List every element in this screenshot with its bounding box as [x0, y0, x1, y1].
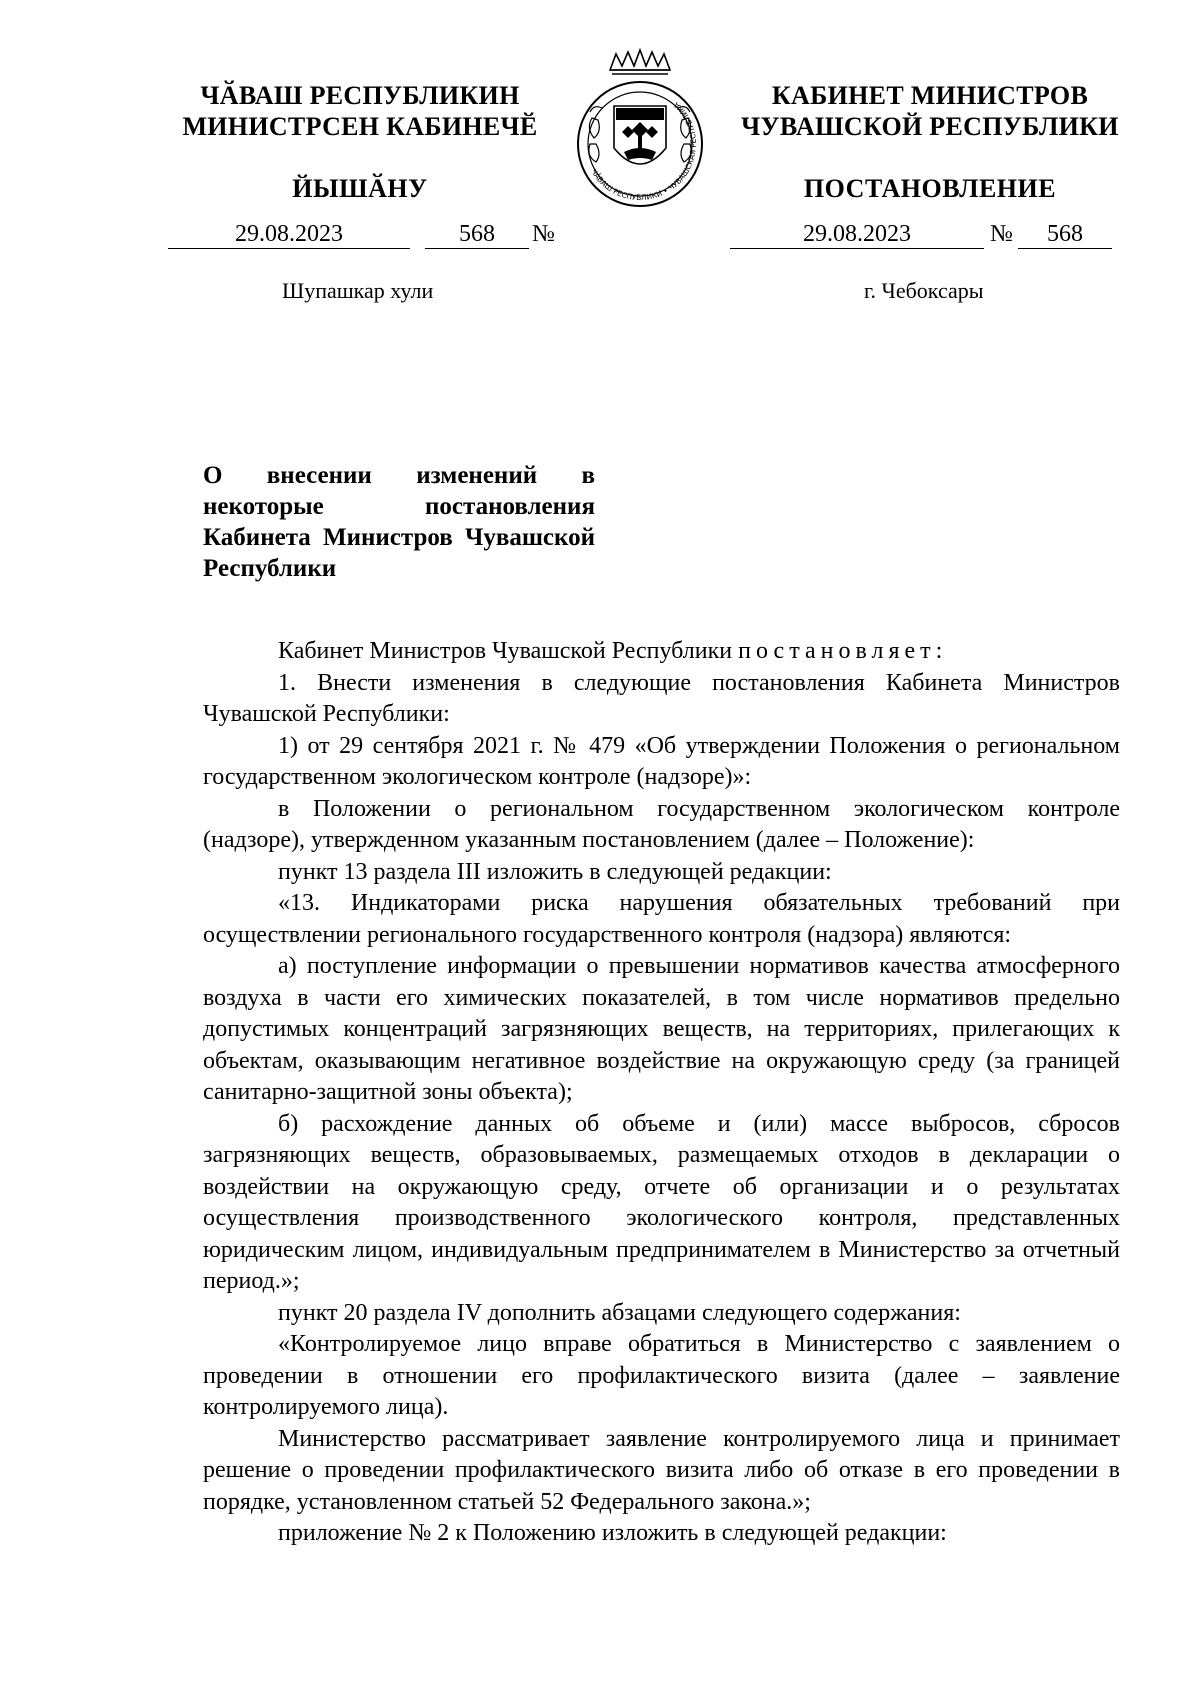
registration-left-no-sign: № [532, 221, 555, 247]
body-paragraph: б) расхождение данных об объеме и (или) массе выбросов, сбросов загрязняющих веществ, образовываемых, размещаемых отходов в декларации о воздействии на окружающую среду, отчете об организации и о результатах осуществления производственного экологического контроля, представленных юридическим лицом, индивидуальным предпринимателем в Министерство за отчетный период.»; [203, 1110, 1120, 1294]
document-title: О внесении изменений в некоторые постановления Кабинета Министров Чувашской Республики [203, 462, 595, 582]
city-russian: г. Чебоксары [864, 278, 984, 303]
header-right-line2: ЧУВАШСКОЙ РЕСПУБЛИКИ [741, 112, 1119, 141]
header-left-line1: ЧӐВАШ РЕСПУБЛИКИН [200, 81, 520, 110]
header-left-line2: МИНИСТРСЕН КАБИНЕЧӖ [182, 112, 538, 141]
body-paragraph: приложение № 2 к Положению изложить в следующей редакции: [278, 1520, 947, 1546]
registration-right-date: 29.08.2023 [730, 220, 984, 249]
body-paragraph: а) поступление информации о превышении нормативов качества атмосферного воздуха в части его химических показателей, в том числе нормативов предельно допустимых концентраций загрязняющих веществ, на территориях, прилегающих к объектам, оказывающим негативное воздействие на окружающую среду (за границей санитарно-защитной зоны объекта); [203, 953, 1120, 1105]
body-paragraph: Министерство рассматривает заявление контролируемого лица и принимает решение о проведении профилактического визита либо об отказе в его проведении в порядке, установленном статьей 52 Федерального закона.»; [203, 1425, 1120, 1515]
body-paragraph: «Контролируемое лицо вправе обратиться в Министерство с заявлением о проведении в отношении его профилактического визита (далее – заявление контролируемого лица). [203, 1331, 1120, 1420]
header-right-line1: КАБИНЕТ МИНИСТРОВ [771, 81, 1089, 110]
body-intro-resolves: постановляет [738, 638, 936, 664]
body-intro-prefix: Кабинет Министров Чувашской Республики [278, 638, 739, 664]
body-paragraph: в Положении о региональном государственном экологическом контроле (надзоре), утвержденном указанным постановлением (далее – Положение): [203, 795, 1120, 853]
registration-right [600, 220, 1200, 250]
shield-icon [614, 106, 666, 164]
body-paragraph: 1) от 29 сентября 2021 г. № 479 «Об утверждении Положения о региональном государственном экологическом контроле (надзоре)»: [203, 732, 1120, 790]
emblem-circular-text: ЧӐВАШ РЕСПУБЛИКИ • ЧУВАШСКАЯ РЕСПУБЛИКА [589, 100, 699, 203]
header-left-doc-type: ЙЫШӐНУ [292, 174, 428, 203]
body-paragraph: 1. Внести изменения в следующие постановления Кабинета Министров Чувашской Республики: [203, 669, 1120, 727]
body-paragraph: пункт 13 раздела III изложить в следующей редакции: [278, 858, 832, 885]
body-paragraph: пункт 20 раздела IV дополнить абзацами следующего содержания: [278, 1299, 961, 1326]
crown-icon [610, 50, 670, 74]
registration-left-date: 29.08.2023 [168, 220, 410, 249]
header-right-russian [720, 80, 1140, 204]
registration-left-number: 568 [425, 220, 529, 249]
city-chuvash: Шупашкар хули [282, 278, 434, 303]
body-intro-suffix: : [935, 638, 943, 664]
document-body [203, 636, 1120, 1550]
registration-left [0, 220, 600, 250]
body-paragraph: «13. Индикаторами риска нарушения обязательных требований при осуществлении регионального государственного контроля (надзора) являются: [203, 890, 1120, 948]
body-intro [203, 636, 1120, 668]
chuvash-republic-emblem [562, 48, 718, 210]
header-right-doc-type: ПОСТАНОВЛЕНИЕ [803, 174, 1057, 203]
registration-right-no-sign: № [990, 221, 1013, 247]
header-left-chuvash [170, 80, 550, 204]
registration-right-number: 568 [1018, 220, 1112, 249]
